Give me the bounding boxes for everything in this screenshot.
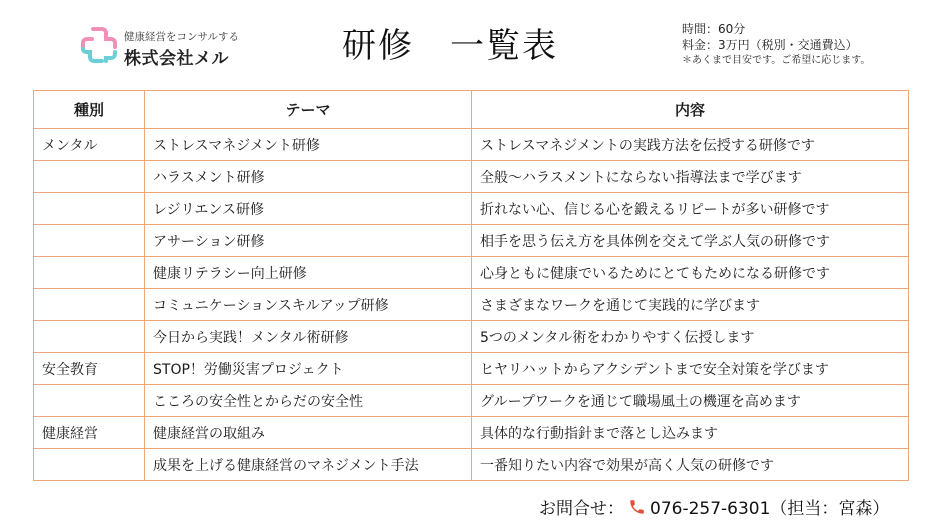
cell-category xyxy=(34,321,145,353)
cell-theme: ストレスマネジメント研修 xyxy=(145,129,472,161)
info-block xyxy=(682,21,870,69)
table-header-row xyxy=(34,91,909,129)
company-tagline: 健康経営をコンサルする xyxy=(124,31,239,43)
table-row xyxy=(34,449,909,481)
company-logo xyxy=(80,24,280,72)
table-row xyxy=(34,129,909,161)
time-info: 時間：60分 xyxy=(682,22,746,36)
cell-category xyxy=(34,193,145,225)
table-row xyxy=(34,161,909,193)
contact-phone[interactable]: 076-257-6301（担当：宮森） xyxy=(650,499,890,519)
table-row xyxy=(34,385,909,417)
cell-theme: コミュニケーションスキルアップ研修 xyxy=(145,289,472,321)
cell-content: 具体的な行動指針まで落とし込みます xyxy=(472,417,909,449)
cell-category xyxy=(34,449,145,481)
cell-category xyxy=(34,385,145,417)
header-content: 内容 xyxy=(472,91,909,129)
header-theme: テーマ xyxy=(145,91,472,129)
cell-category xyxy=(34,225,145,257)
logo-cross-icon xyxy=(80,26,118,64)
cell-theme: 健康リテラシー向上研修 xyxy=(145,257,472,289)
cell-content: さまざまなワークを通じて実践的に学びます xyxy=(472,289,909,321)
cell-category: 健康経営 xyxy=(34,417,145,449)
training-table xyxy=(33,90,909,481)
table-row xyxy=(34,257,909,289)
cell-content: 心身ともに健康でいるためにとてもためになる研修です xyxy=(472,257,909,289)
cell-content: 一番知りたい内容で効果が高く人気の研修です xyxy=(472,449,909,481)
cell-category: 安全教育 xyxy=(34,353,145,385)
header-category: 種別 xyxy=(34,91,145,129)
phone-icon xyxy=(628,498,646,516)
cell-content: ヒヤリハットからアクシデントまで安全対策を学びます xyxy=(472,353,909,385)
cell-category xyxy=(34,289,145,321)
table-row xyxy=(34,193,909,225)
info-note: ＊あくまで目安です。ご希望に応じます。 xyxy=(682,55,871,66)
cell-theme: 今日から実践！メンタル術研修 xyxy=(145,321,472,353)
cell-content: 全般～ハラスメントにならない指導法まで学びます xyxy=(472,161,909,193)
cell-category xyxy=(34,257,145,289)
cell-content: ストレスマネジメントの実践方法を伝授する研修です xyxy=(472,129,909,161)
cell-content: グループワークを通じて職場風土の機運を高めます xyxy=(472,385,909,417)
table-row xyxy=(34,321,909,353)
cell-category xyxy=(34,161,145,193)
cell-theme: STOP！労働災害プロジェクト xyxy=(145,353,472,385)
cell-theme: アサーション研修 xyxy=(145,225,472,257)
cell-theme: こころの安全性とからだの安全性 xyxy=(145,385,472,417)
cell-content: 折れない心、信じる心を鍛えるリピートが多い研修です xyxy=(472,193,909,225)
cell-theme: 健康経営の取組み xyxy=(145,417,472,449)
fee-info: 料金：3万円（税別・交通費込） xyxy=(682,38,858,52)
company-name: 株式会社メル xyxy=(124,49,229,69)
cell-theme: レジリエンス研修 xyxy=(145,193,472,225)
table-row xyxy=(34,289,909,321)
cell-theme: ハラスメント研修 xyxy=(145,161,472,193)
contact-label: お問合せ： xyxy=(539,499,624,519)
contact-line xyxy=(539,494,889,519)
page-title: 研修 一覧表 xyxy=(342,26,558,66)
cell-content: 相手を思う伝え方を具体例を交えて学ぶ人気の研修です xyxy=(472,225,909,257)
table-row xyxy=(34,225,909,257)
table-row xyxy=(34,417,909,449)
cell-category: メンタル xyxy=(34,129,145,161)
cell-theme: 成果を上げる健康経営のマネジメント手法 xyxy=(145,449,472,481)
table-row xyxy=(34,353,909,385)
cell-content: 5つのメンタル術をわかりやすく伝授します xyxy=(472,321,909,353)
